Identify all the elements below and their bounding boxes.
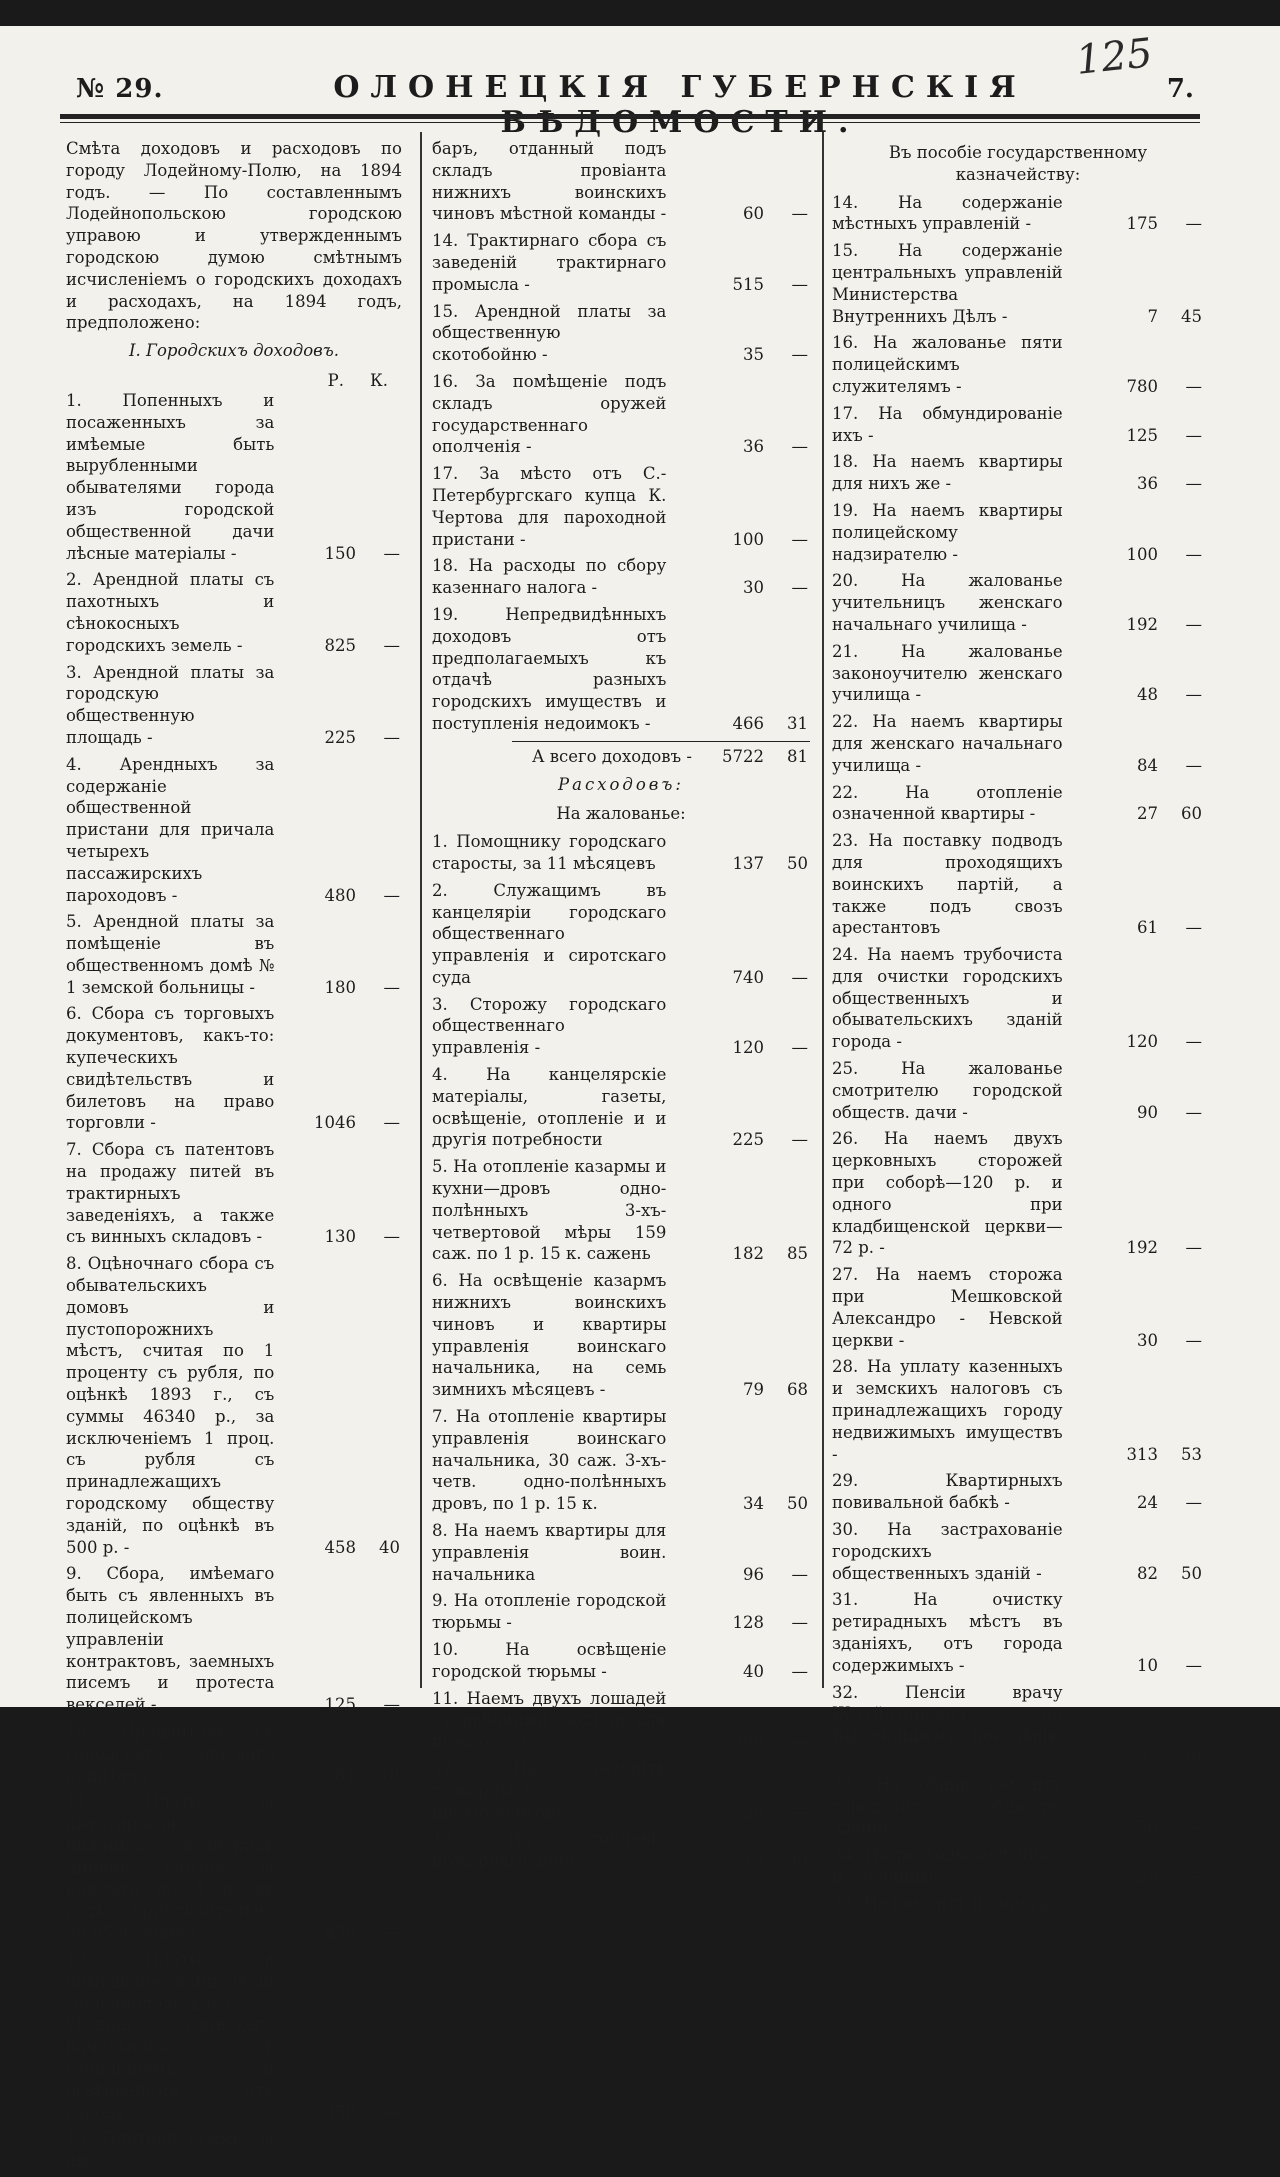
ledger-entry xyxy=(832,1470,1204,1514)
entry-kopecks: 40 xyxy=(379,1537,400,1557)
entry-text: 19. Непредвидѣнныхъ доходовъ отъ предполагаемыхъ къ отдачѣ разныхъ городскихъ имуществъ и поступленія недоимокъ - xyxy=(432,604,667,733)
ledger-entry xyxy=(66,1949,402,2123)
entry-rubles: 60 xyxy=(743,204,764,224)
entry-text: 3. Сторожу городскаго общественнаго управленія - xyxy=(432,994,667,1058)
entry-kopecks: — xyxy=(1185,755,1202,775)
entry-text: 22. На наемъ квартиры для женскаго начальнаго училища - xyxy=(832,712,1063,775)
entry-kopecks: 50 xyxy=(787,1494,808,1514)
entry-kopecks: 53 xyxy=(1181,1444,1202,1464)
entry-text: 9. На отопленіе городской тюрьмы - xyxy=(432,1591,667,1633)
entry-text: 3. Арендной платы за городскую общественную площадь - xyxy=(66,662,275,747)
treasury-subheading: Въ пособіе государственному казначейству: xyxy=(888,143,1148,184)
entry-text: 27. На наемъ сторожа при Мешковской Александро - Невской церкви - xyxy=(832,1265,1063,1350)
entry-kopecks: 31 xyxy=(787,713,808,733)
entry-rubles: 480 xyxy=(324,885,356,905)
entry-text: 26. На наемъ двухъ церковныхъ сторожей при соборѣ—120 р. и одного при кладбищенской церкви—72 р. - xyxy=(832,1129,1063,1258)
entry-rubles: 30 xyxy=(743,578,764,598)
entry-text: 14. На содержаніе мѣстныхъ управленій - xyxy=(832,192,1063,234)
salary-subheading: На жалованье: xyxy=(556,804,686,824)
entry-rubles: 120 xyxy=(1126,1032,1158,1052)
ledger-entry xyxy=(832,451,1204,495)
entry-text: 13. На отопленіе пожарнаго депо - - - xyxy=(432,1829,667,1871)
entry-rubles: 825 xyxy=(324,635,356,655)
entry-rubles: 10 xyxy=(1137,1655,1158,1675)
entry-text: 5. На отопленіе казармы и кухни—дровъ одно-полѣнныхъ 3-хъ-четвертовой мѣры 159 саж. по 1 р. 15 к. сажень xyxy=(432,1157,667,1264)
entry-kopecks: — xyxy=(383,885,400,905)
entry-kopecks: — xyxy=(791,437,808,457)
entry-kopecks: — xyxy=(383,1923,400,1943)
column-2 xyxy=(432,138,810,1877)
income-heading: I. Городскихъ доходовъ. xyxy=(129,341,339,361)
entry-rubles: 450 xyxy=(324,1923,356,1943)
entry-rubles: 96 xyxy=(743,1564,764,1584)
entry-rubles: 1046 xyxy=(314,1113,356,1133)
entry-kopecks: — xyxy=(383,543,400,563)
entry-rubles: 7 xyxy=(1147,306,1158,326)
entry-text: 22. На отопленіе означенной квартиры - xyxy=(832,782,1063,824)
entry-rubles: 120 xyxy=(732,1038,764,1058)
entry-kopecks: — xyxy=(1185,1032,1202,1052)
entry-text: 34. На расходы мелочные и случайные - xyxy=(832,1845,1063,1886)
entry-text: 15. На содержаніе центральныхъ управленій Министерства Внутреннихъ Дѣлъ - xyxy=(832,241,1063,326)
ledger-entry xyxy=(432,371,810,458)
entry-kopecks: — xyxy=(383,977,400,997)
currency-heads xyxy=(66,370,402,390)
income-list xyxy=(66,390,402,2172)
ledger-entry xyxy=(832,1519,1204,1584)
entry-kopecks: — xyxy=(1185,1493,1202,1513)
ledger-entry xyxy=(832,192,1204,236)
entry-rubles: 79 xyxy=(743,1380,764,1400)
ledger-entry xyxy=(432,1064,810,1151)
entry-kopecks: 50 xyxy=(1181,1563,1202,1583)
entry-rubles: 125 xyxy=(1126,425,1158,445)
ledger-entry xyxy=(432,463,810,550)
entry-text: 28. На уплату казенныхъ и земскихъ налоговъ съ принадлежащихъ городу недвижимыхъ имуществъ - xyxy=(832,1357,1063,1464)
ledger-entry xyxy=(832,332,1204,397)
ledger-entry xyxy=(432,1688,810,1753)
ledger-entry xyxy=(832,403,1204,447)
ledger-entry xyxy=(66,1791,402,1944)
entry-kopecks: 10 xyxy=(379,1765,400,1785)
kopecks-head: К. xyxy=(369,370,388,390)
entry-kopecks: — xyxy=(791,1802,808,1822)
entry-rubles: 25 xyxy=(1137,1866,1158,1886)
ledger-entry xyxy=(432,994,810,1059)
entry-text: 1. Помощнику городскаго старосты, за 11 мѣсяцевъ xyxy=(432,832,667,873)
entry-kopecks: — xyxy=(1185,376,1202,396)
ledger-entry xyxy=(432,1156,810,1265)
entry-kopecks: — xyxy=(791,1130,808,1150)
ledger-entry xyxy=(832,1893,1204,1915)
expense-heading: Расходовъ: xyxy=(558,774,684,794)
entry-text: 18. На наемъ квартиры для нихъ же - xyxy=(832,452,1063,494)
entry-text: 16. На жалованье пяти полицейскимъ служителямъ - xyxy=(832,333,1063,396)
entry-kopecks: — xyxy=(791,345,808,365)
ledger-entry xyxy=(832,944,1204,1053)
column-1 xyxy=(66,138,402,2177)
entry-text: 1. Попенныхъ и посаженныхъ за имѣемые быть вырубленными обывателями города изъ городской общественной дачи лѣсные матеріалы - xyxy=(66,390,275,563)
ledger-entry xyxy=(66,1563,402,1716)
entry-text: 16. За помѣщеніе подъ складъ оружей государственнаго ополченія - xyxy=(432,371,667,457)
entry-text: 11. Наемъ двухъ лошадей съ рабочими людьми для пож. обоза xyxy=(432,1688,667,1752)
entry-rubles: 13 xyxy=(743,1851,764,1871)
entry-text: 10. Процентовъ съ городскаго запаснаго капитала - xyxy=(66,1721,275,1785)
ledger-entry xyxy=(66,754,402,907)
entry-rubles: 30 xyxy=(1137,1330,1158,1350)
entry-kopecks: — xyxy=(791,578,808,598)
ledger-entry xyxy=(432,230,810,295)
entry-kopecks: — xyxy=(791,274,808,294)
entry-kopecks: — xyxy=(383,635,400,655)
entry-text: 32. Пенсіи врачу Жмуйдзиновичу, по Высочайшему повелѣнію - xyxy=(832,1682,1063,1767)
total-label: А всего доходовъ - xyxy=(532,746,692,766)
intro-paragraph: Смѣта доходовъ и расходовъ по городу Лодейному-Полю, на 1894 годъ. — По составленнымъ Лодейнопольскою городскою управою и утвержденнымъ городскою думою смѣтнымъ исчисленіемъ о городскихъ доходахъ и расходахъ, на 1894 годъ, предположено: xyxy=(66,139,402,333)
newspaper-page xyxy=(0,26,1280,2171)
entry-text: 17. За мѣсто отъ С.-Петербургскаго купца К. Чертова для пароходной пристани - xyxy=(432,464,667,549)
entry-rubles: 466 xyxy=(732,713,764,733)
entry-text: 18. На расходы по сбору казеннаго налога - xyxy=(432,556,667,598)
entry-text: 20. На жалованье учительницъ женскаго начальнаго училища - xyxy=(832,571,1063,634)
entry-text: 13. Платной суммы за ам- xyxy=(66,2129,275,2171)
ledger-entry xyxy=(432,831,810,875)
ledger-entry xyxy=(66,2128,402,2172)
ledger-entry xyxy=(432,138,810,225)
entry-kopecks: — xyxy=(791,204,808,224)
entry-rubles: 128 xyxy=(732,1613,764,1633)
entry-text: баръ, отданный подъ складъ провіанта нижнихъ воинскихъ чиновъ мѣстной команды - xyxy=(432,139,667,224)
issue-number: № 29. xyxy=(76,74,164,104)
entry-kopecks: — xyxy=(383,1113,400,1133)
entry-kopecks: — xyxy=(1185,1818,1202,1838)
entry-rubles: 780 xyxy=(1126,376,1158,396)
entry-text: 4. На канцелярскіе матеріалы, газеты, освѣщеніе, отопленіе и и другія потребности xyxy=(432,1065,667,1150)
page-header xyxy=(70,26,1200,141)
entry-rubles: 84 xyxy=(1137,755,1158,775)
entry-text: 6. На освѣщеніе казармъ нижнихъ воинскихъ чиновъ и квартиры управленія воинскаго начальника, на семь зимнихъ мѣсяцевъ - xyxy=(432,1271,667,1400)
entry-rubles: 225 xyxy=(732,1130,764,1150)
entry-text: 24. На наемъ трубочиста для очистки городскихъ общественныхъ и обывательскихъ зданій города - xyxy=(832,945,1063,1052)
entry-text: 8. На наемъ квартиры для управленія воин. начальника xyxy=(432,1521,667,1584)
ledger-entry xyxy=(832,570,1204,635)
entry-text: 33. На общій ремонтъ городскихъ обществ. зданій - xyxy=(832,1774,1063,1838)
ledger-entry xyxy=(832,1844,1204,1888)
newspaper-title: ОЛОНЕЦКІЯ ГУБЕРНСКІЯ ВѢДОМОСТИ. xyxy=(333,70,1027,140)
entry-text: 14. Трактирнаго сбора съ заведеній трактирнаго промысла - xyxy=(432,231,667,294)
column-divider xyxy=(420,132,422,1688)
entry-text: 2. Служащимъ въ канцеляріи городскаго общественнаго управленія и сиротскаго суда xyxy=(432,880,667,987)
column-3 xyxy=(832,138,1204,1920)
total-rule xyxy=(512,741,810,742)
entry-text: 12. На ремонтъ пожарныхъ инструментовъ - xyxy=(432,1758,667,1822)
ledger-entry xyxy=(832,1682,1204,1769)
entry-rubles: 192 xyxy=(1126,614,1158,634)
entry-rubles: 40 xyxy=(743,1661,764,1681)
ledger-entry xyxy=(432,880,810,989)
entry-kopecks: — xyxy=(791,1038,808,1058)
expense-list xyxy=(432,831,810,1872)
entry-rubles: 27 xyxy=(1137,804,1158,824)
column-divider xyxy=(822,132,824,1688)
ledger-entry xyxy=(66,911,402,998)
ledger-entry xyxy=(832,1058,1204,1123)
entry-rubles: 61 xyxy=(1137,918,1158,938)
entry-rubles: 740 xyxy=(732,967,764,987)
entry-kopecks: — xyxy=(791,529,808,549)
ledger-entry xyxy=(432,1828,810,1872)
entry-rubles: 24 xyxy=(1137,1493,1158,1513)
entry-kopecks: — xyxy=(383,727,400,747)
entry-rubles: 130 xyxy=(324,1227,356,1247)
entry-kopecks: 85 xyxy=(787,1244,808,1264)
entry-rubles: 515 xyxy=(732,274,764,294)
total-kopecks: 81 xyxy=(787,746,808,766)
ledger-entry xyxy=(66,1139,402,1248)
entry-kopecks: — xyxy=(383,1695,400,1715)
entry-kopecks: 80 xyxy=(787,1851,808,1871)
entry-kopecks: 50 xyxy=(787,853,808,873)
ledger-entry xyxy=(432,1270,810,1401)
entry-kopecks: 30 xyxy=(1181,1747,1202,1767)
entry-text: 7. На отопленіе квартиры управленія воинскаго начальника, 30 саж. 3-хъ-четв. одно-полѣнныхъ дровъ, по 1 р. 15 к. xyxy=(432,1407,667,1514)
ledger-entry xyxy=(432,1758,810,1823)
entry-text: 9. Сбора, имѣемаго быть съ явленныхъ въ полицейскомъ управленіи контрактовъ, заемныхъ писемъ и протеста векселей - xyxy=(66,1564,275,1715)
ledger-entry xyxy=(832,711,1204,776)
entry-rubles: 90 xyxy=(1137,1102,1158,1122)
entry-rubles: 82 xyxy=(1137,1563,1158,1583)
entry-rubles: 50 xyxy=(1137,1818,1158,1838)
entry-kopecks: — xyxy=(791,1732,808,1752)
entry-kopecks: — xyxy=(1185,544,1202,564)
entry-kopecks: — xyxy=(1185,918,1202,938)
ledger-entry xyxy=(66,1003,402,1134)
ledger-entry xyxy=(832,830,1204,939)
entry-kopecks: — xyxy=(1185,214,1202,234)
entry-text: 30. На застрахованіе городскихъ общественныхъ зданій - xyxy=(832,1520,1063,1583)
entry-text: 6. Сбора съ торговыхъ документовъ, какъ-то: купеческихъ свидѣтельствъ и билетовъ на право торговли - xyxy=(66,1004,275,1133)
ledger-entry xyxy=(432,301,810,366)
entry-kopecks: 68 xyxy=(787,1380,808,1400)
income-total xyxy=(432,746,810,768)
header-rule xyxy=(60,114,1200,119)
ledger-entry xyxy=(432,555,810,599)
entry-kopecks: — xyxy=(791,967,808,987)
ledger-entry xyxy=(832,240,1204,327)
ledger-entry xyxy=(832,1774,1204,1839)
entry-rubles: 100 xyxy=(1126,544,1158,564)
entry-text: 21. На жалованье законоучителю женскаго училища - xyxy=(832,641,1063,705)
ledger-entry xyxy=(66,1253,402,1558)
ledger-entry xyxy=(432,604,810,735)
entry-text: 23. На поставку подводъ для проходящихъ воинскихъ партій, а также подъ свозъ арестантовъ xyxy=(832,831,1063,938)
expense-list-continued xyxy=(832,192,1204,1915)
entry-rubles: 192 xyxy=(1126,1238,1158,1258)
entry-rubles: 182 xyxy=(732,1244,764,1264)
ledger-entry xyxy=(832,641,1204,706)
entry-rubles: 48 xyxy=(1137,685,1158,705)
entry-rubles: 36 xyxy=(743,437,764,457)
entry-kopecks: — xyxy=(791,1564,808,1584)
entry-text: 29. Квартирныхъ повивальной бабкѣ - xyxy=(832,1471,1063,1513)
entry-rubles: 458 xyxy=(324,1537,356,1557)
entry-rubles: 61 xyxy=(335,1765,356,1785)
entry-kopecks: — xyxy=(1185,1655,1202,1675)
ledger-entry xyxy=(832,1264,1204,1351)
entry-kopecks: 45 xyxy=(1181,306,1202,326)
entry-text: 8. Оцѣночнаго сбора съ обывательскихъ домовъ и пустопорожнихъ мѣстъ, считая по 1 проценту съ рубля, по оцѣнкѣ 1893 г., съ суммы 46340 р., за исключеніемъ 1 проц. съ рубля съ принадлежащихъ городскому обществу зданій, по оцѣнкѣ въ 500 р. - xyxy=(66,1254,275,1557)
entry-kopecks: — xyxy=(791,1661,808,1681)
entry-kopecks: — xyxy=(383,2102,400,2122)
entry-rubles: 150 xyxy=(324,543,356,563)
header-rule-thin xyxy=(60,122,1200,123)
entry-rubles: 175 xyxy=(1126,214,1158,234)
ledger-entry xyxy=(832,500,1204,565)
page-number: 7. xyxy=(1166,74,1194,104)
entry-text: 19. На наемъ квартиры полицейскому надзирателю - xyxy=(832,500,1063,564)
entry-text: 11. Платы за квартированіе нижнихъ воинскихъ чиновъ, считая за каждаго по 5 р. въ годъ, приблизительно до 85 человѣкъ - xyxy=(66,1792,275,1943)
entry-text: 17. На обмундированіе ихъ - xyxy=(832,403,1063,445)
entry-rubles: 137 xyxy=(732,853,764,873)
entry-rubles: 350 xyxy=(324,2102,356,2122)
entry-text: 35. На ремонтъ и очистку xyxy=(832,1893,1059,1913)
ledger-entry xyxy=(832,1356,1204,1465)
ledger-entry xyxy=(832,782,1204,826)
entry-rubles: 225 xyxy=(324,727,356,747)
entry-rubles: 20 xyxy=(743,1802,764,1822)
rubles-head: Р. xyxy=(327,370,344,390)
entry-rubles: 34 xyxy=(743,1494,764,1514)
ledger-entry xyxy=(432,1639,810,1683)
entry-rubles: 100 xyxy=(732,529,764,549)
ledger-entry xyxy=(432,1590,810,1634)
entry-kopecks: — xyxy=(1185,1102,1202,1122)
entry-kopecks: — xyxy=(1185,1330,1202,1350)
entry-kopecks: — xyxy=(1185,614,1202,634)
entry-rubles: 35 xyxy=(743,345,764,365)
entry-text: 7. Сбора съ патентовъ на продажу питей въ трактирныхъ заведеніяхъ, а также съ винныхъ складовъ - xyxy=(66,1140,275,1247)
entry-kopecks: — xyxy=(1185,474,1202,494)
entry-text: 4. Арендныхъ за содержаніе общественной пристани для причала четырехъ пассажирскихъ пароходовъ - xyxy=(66,754,275,905)
entry-text: 15. Арендной платы за общественную скотобойню - xyxy=(432,301,667,365)
ledger-entry xyxy=(66,390,402,564)
entry-text: 12. Платы за помѣщеніе канцеляріи Лодейнопольскаго уѣзднаго воинскаго начальника, съ отопленіемъ и освѣщеніемъ отъ города - xyxy=(66,1949,275,2122)
entry-rubles: 125 xyxy=(324,1695,356,1715)
entry-rubles: 313 xyxy=(1126,1444,1158,1464)
income-list-continued xyxy=(432,138,810,735)
entry-kopecks: — xyxy=(1185,685,1202,705)
entry-rubles: 22 xyxy=(1137,1747,1158,1767)
handwritten-page-number: 125 xyxy=(1073,30,1155,84)
entry-rubles: 180 xyxy=(324,977,356,997)
entry-text: 31. На очистку ретирадныхъ мѣстъ въ зданіяхъ, отъ города содержимыхъ - xyxy=(832,1590,1063,1675)
entry-text: 25. На жалованье смотрителю городской обществ. дачи - xyxy=(832,1059,1063,1122)
entry-kopecks: — xyxy=(1185,1238,1202,1258)
ledger-entry xyxy=(832,1128,1204,1259)
total-rubles: 5722 xyxy=(722,746,764,766)
ledger-entry xyxy=(66,1721,402,1786)
ledger-entry xyxy=(432,1406,810,1515)
entry-kopecks: — xyxy=(1185,1866,1202,1886)
ledger-entry xyxy=(832,1589,1204,1676)
entry-kopecks: 60 xyxy=(1181,804,1202,824)
ledger-entry xyxy=(66,569,402,656)
entry-kopecks: — xyxy=(791,1613,808,1633)
entry-text: 10. На освѣщеніе городской тюрьмы - xyxy=(432,1640,667,1681)
entry-kopecks: — xyxy=(383,1227,400,1247)
entry-rubles: 36 xyxy=(1137,474,1158,494)
ledger-entry xyxy=(432,1520,810,1585)
entry-rubles: 280 xyxy=(732,1732,764,1752)
entry-text: 5. Арендной платы за помѣщеніе въ общественномъ домѣ № 1 земской больницы - xyxy=(66,912,275,997)
entry-kopecks: — xyxy=(1185,425,1202,445)
entry-text: 2. Арендной платы съ пахотныхъ и сѣнокосныхъ городскихъ земель - xyxy=(66,570,275,655)
ledger-entry xyxy=(66,662,402,749)
